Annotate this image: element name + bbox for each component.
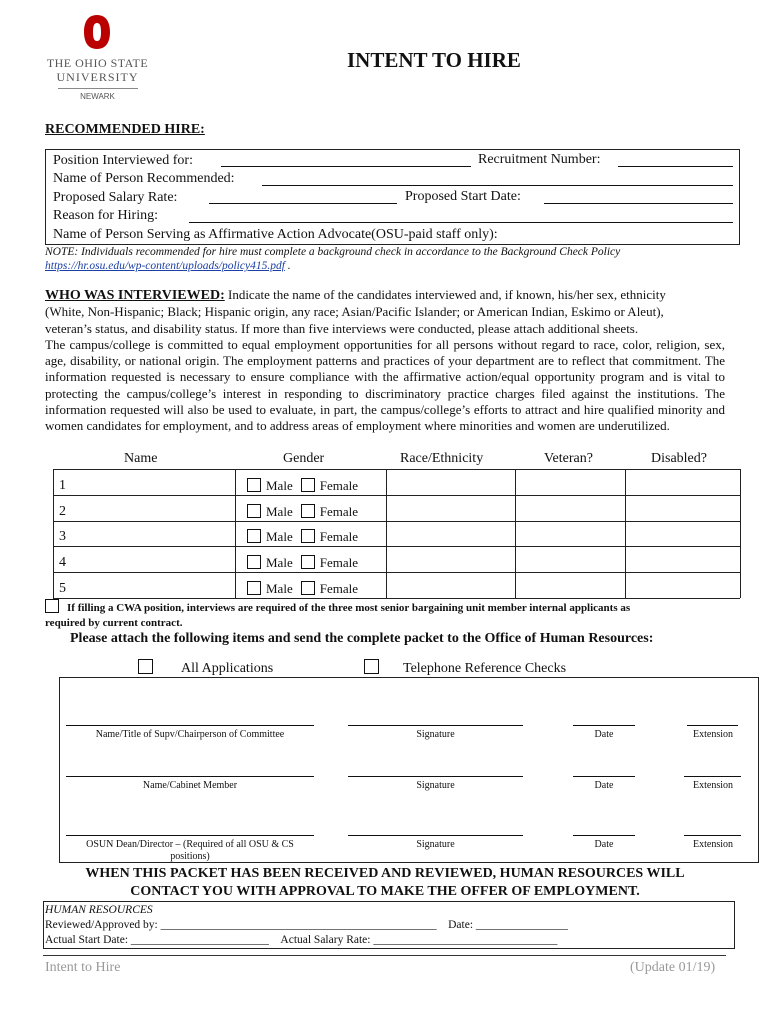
interviewed-line-1: Indicate the name of the candidates interviewed and, if known, his/her sex, ethnicity [224, 287, 666, 302]
col-header-veteran: Veteran? [544, 451, 593, 466]
background-check-note [45, 245, 745, 273]
all-applications-checkbox[interactable] [138, 659, 153, 674]
col-header-disabled: Disabled? [651, 451, 707, 466]
interviewed-section [45, 287, 725, 435]
col-header-race: Race/Ethnicity [400, 451, 484, 466]
note-text: NOTE: Individuals recommended for hire must complete a background check in accordance to the Background Check Policy [45, 246, 621, 258]
recommended-hire-heading: RECOMMENDED HIRE: [45, 122, 205, 137]
footer-right: (Update 01/19) [630, 960, 716, 975]
recruitment-label: Recruitment Number: [478, 152, 601, 167]
dean-date-line[interactable] [573, 835, 635, 836]
male-checkbox[interactable] [247, 478, 261, 492]
dean-extension-label: Extension [693, 839, 733, 850]
cwa-note: If filling a CWA position, interviews are required of the three most senior bargaining unit member internal applicants as required by current contract. [45, 599, 745, 631]
dean-name-line[interactable] [66, 835, 314, 836]
position-field[interactable] [221, 166, 471, 167]
logo-line-2: UNIVERSITY [56, 70, 139, 84]
advocate-label: Name of Person Serving as Affirmative Action Advocate(OSU-paid staff only): [53, 226, 498, 242]
cabinet-extension-label: Extension [693, 780, 733, 791]
approval-notice: WHEN THIS PACKET HAS BEEN RECEIVED AND REVIEWED, HUMAN RESOURCES WILL CONTACT YOU WITH APPROVAL TO MAKE THE OFFER OF EMPLOYMENT. [85, 866, 685, 899]
interviewed-line-3: veteran’s status, and disability status. If more than five interviews were conducted, please attach additional sheets. [45, 320, 639, 336]
dean-name-label: OSUN Dean/Director – (Required of all OSU & CS positions) [86, 839, 294, 862]
table-row: 1 [59, 478, 66, 493]
block-o-icon [82, 14, 112, 50]
salary-label: Proposed Salary Rate: [53, 189, 178, 205]
supv-date-label: Date [594, 729, 614, 740]
interviewed-line-2: (White, Non-Hispanic; Black; Hispanic origin, any race; Asian/Pacific Islander; or American Indian, Eskimo or Aleut), [45, 304, 664, 320]
footer-rule [43, 955, 726, 956]
dean-date-label: Date [594, 839, 614, 850]
cabinet-name-label: Name/Cabinet Member [142, 780, 238, 791]
cabinet-extension-line[interactable] [684, 776, 741, 777]
table-row: 2 [59, 504, 66, 519]
cabinet-date-label: Date [594, 780, 614, 791]
female-checkbox[interactable] [301, 478, 315, 492]
osu-logo [40, 14, 155, 104]
attach-heading: Please attach the following items and send the complete packet to the Office of Human Resources: [70, 631, 654, 646]
start-date-label: Proposed Start Date: [405, 189, 521, 204]
hr-date-field[interactable]: Date: ________________ [448, 919, 568, 931]
eeo-paragraph: The campus/college is committed to equal employment opportunities for all persons without regard to race, color, religion, sex, age, disability, or national origin. The employment patterns and practices of your department are to reflect that commitment. The information requested is necessary to ensure compliance with the affirmative action/equal opportunity program and is vital to protecting the campus/college’s interest in responding to discriminatory practice charges filed against the institutions. The information requested will also be used to evaluate, in part, the campus/college’s efforts to attract and hire qualified minority and women candidates for employment, and to address areas of employment where minorities and women are underutilized. [45, 336, 725, 434]
reason-field[interactable] [189, 222, 733, 223]
start-date-field[interactable] [544, 203, 733, 204]
cabinet-date-line[interactable] [573, 776, 635, 777]
table-row: 3 [59, 529, 66, 544]
telephone-references-label: Telephone Reference Checks [403, 661, 567, 676]
all-applications-label: All Applications [181, 661, 274, 676]
candidates-table: Name Gender Race/Ethnicity Veteran? Disabled? 1 2 3 4 5 Male Female Male Female Male Female Male Female Male Female [53, 451, 740, 597]
female-checkbox[interactable] [301, 581, 315, 595]
col-header-gender: Gender [283, 451, 325, 466]
page-title: INTENT TO HIRE [347, 48, 521, 72]
col-header-name: Name [124, 451, 158, 466]
supv-extension-label: Extension [693, 729, 733, 740]
table-row: 4 [59, 555, 66, 570]
telephone-references-checkbox[interactable] [364, 659, 379, 674]
cwa-checkbox[interactable] [45, 599, 59, 613]
position-label: Position Interviewed for: [53, 153, 193, 168]
actual-start-field[interactable]: Actual Start Date: ________________________ [45, 934, 269, 946]
policy-link[interactable]: https://hr.osu.edu/wp-content/uploads/policy415.pdf [45, 260, 285, 272]
cabinet-name-line[interactable] [66, 776, 314, 777]
dean-signature-label: Signature [416, 839, 455, 850]
logo-line-1: THE OHIO STATE [46, 56, 149, 70]
note-after-link: . [284, 260, 291, 272]
cabinet-signature-label: Signature [416, 780, 455, 791]
male-checkbox[interactable] [247, 504, 261, 518]
table-row: 5 [59, 581, 66, 596]
recommended-name-label: Name of Person Recommended: [53, 171, 235, 187]
recommended-name-field[interactable] [262, 185, 733, 186]
logo-campus: NEWARK [80, 92, 115, 101]
reason-label: Reason for Hiring: [53, 208, 158, 224]
female-checkbox[interactable] [301, 529, 315, 543]
supv-signature-label: Signature [416, 729, 455, 740]
male-checkbox[interactable] [247, 555, 261, 569]
female-checkbox[interactable] [301, 504, 315, 518]
salary-field[interactable] [209, 203, 397, 204]
male-checkbox[interactable] [247, 581, 261, 595]
male-checkbox[interactable] [247, 529, 261, 543]
cabinet-signature-line[interactable] [348, 776, 523, 777]
interviewed-heading: WHO WAS INTERVIEWED: [45, 288, 225, 303]
supv-extension-line[interactable] [687, 725, 738, 726]
actual-salary-field[interactable]: Actual Salary Rate: ________________________________ [280, 934, 558, 946]
supv-name-line[interactable] [66, 725, 314, 726]
reviewed-by-field[interactable]: Reviewed/Approved by: ________________________________________________ [45, 919, 437, 931]
supv-date-line[interactable] [573, 725, 635, 726]
hr-heading: HUMAN RESOURCES [45, 904, 153, 916]
recruitment-number-field[interactable] [618, 166, 733, 167]
female-checkbox[interactable] [301, 555, 315, 569]
supv-signature-line[interactable] [348, 725, 523, 726]
dean-signature-line[interactable] [348, 835, 523, 836]
footer-left: Intent to Hire [45, 960, 121, 975]
dean-extension-line[interactable] [684, 835, 741, 836]
supv-name-label: Name/Title of Supv/Chairperson of Committee [95, 729, 285, 740]
